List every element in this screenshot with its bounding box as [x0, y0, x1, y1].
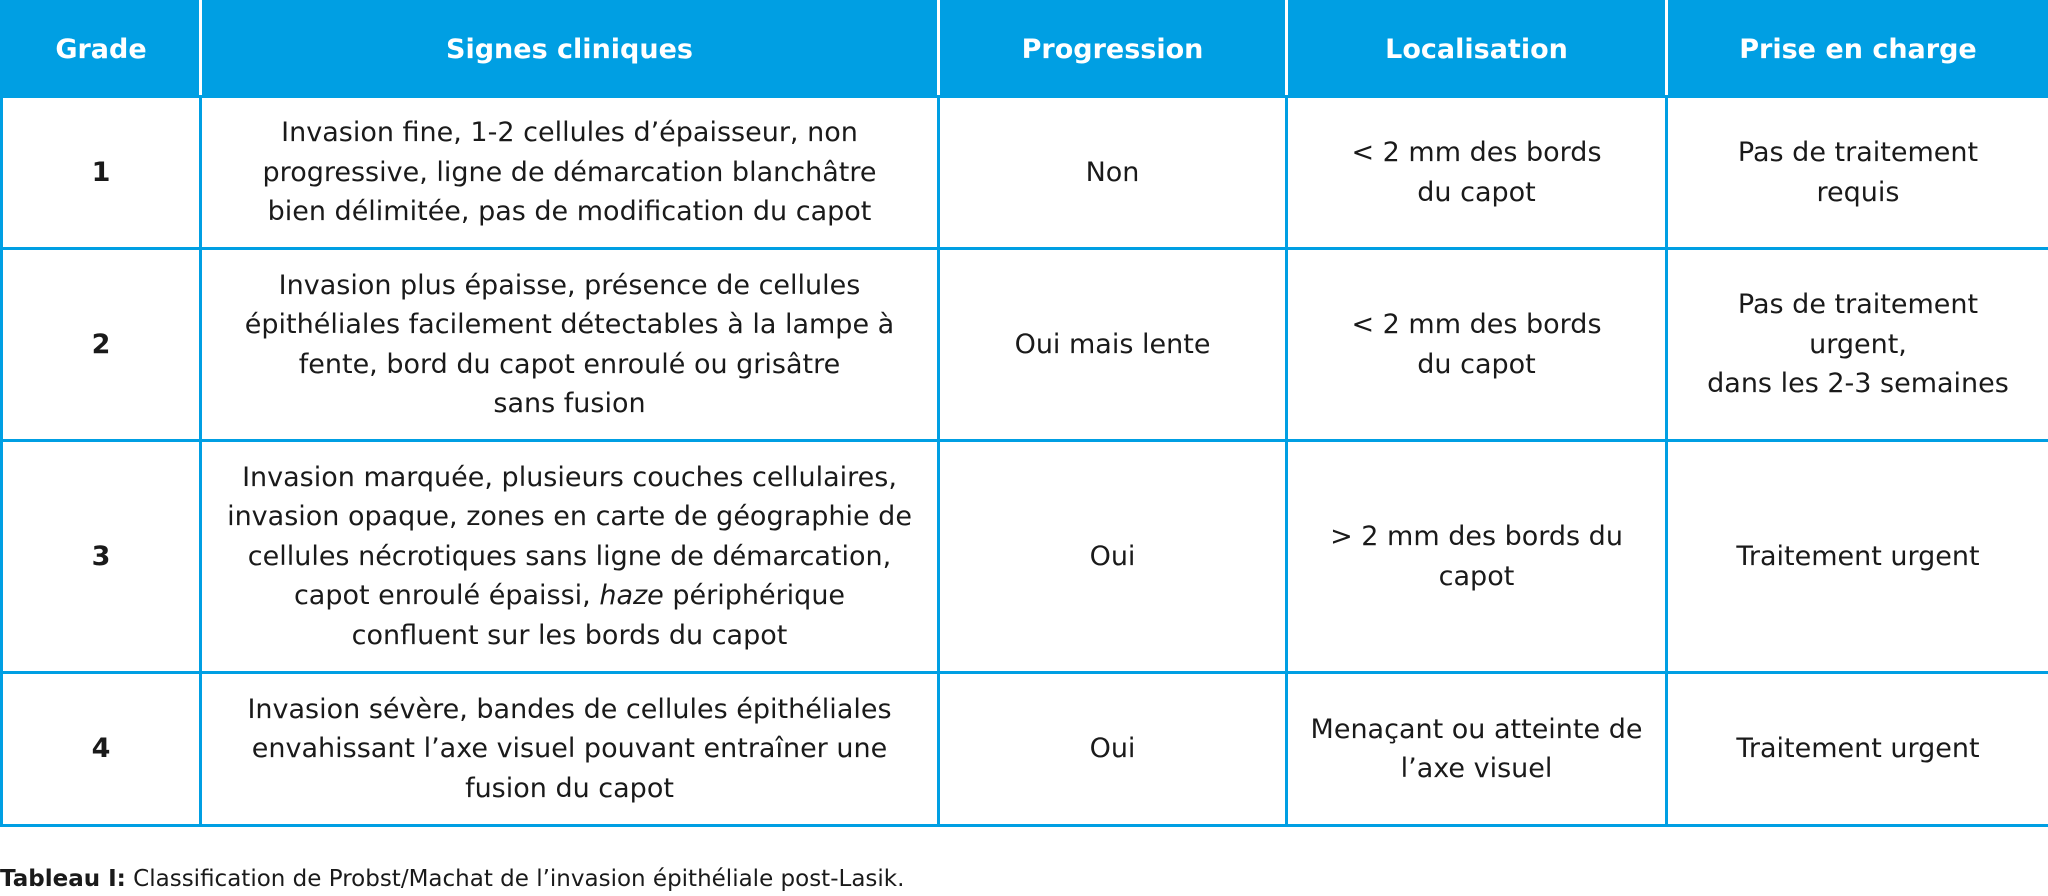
header-row — [2, 2, 2048, 97]
table-row — [2, 249, 2048, 441]
progression-cell: Non — [939, 97, 1287, 249]
table-caption — [0, 864, 904, 894]
header-clinical-signs: Signes cliniques — [201, 2, 939, 97]
clinical-signs-italic-term: haze — [599, 580, 664, 612]
clinical-signs-cell: Invasion plus épaisse, présence de cellules épithéliales facilement détectables à la lampe à fente, bord du capot enroulé ou grisâtre sans fusion — [201, 249, 939, 441]
caption-label: Tableau I: — [0, 866, 126, 892]
caption-text: Classification de Probst/Machat de l’invasion épithéliale post-Lasik. — [125, 866, 905, 892]
header-localisation: Localisation — [1287, 2, 1667, 97]
localisation-cell: Menaçant ou atteinte de l’axe visuel — [1287, 673, 1667, 826]
grade-cell: 3 — [2, 441, 201, 673]
header-grade: Grade — [2, 2, 201, 97]
management-cell: Traitement urgent — [1667, 673, 2048, 826]
grade-cell: 4 — [2, 673, 201, 826]
table-row — [2, 97, 2048, 249]
table-row — [2, 441, 2048, 673]
progression-cell: Oui — [939, 441, 1287, 673]
progression-cell: Oui — [939, 673, 1287, 826]
progression-cell: Oui mais lente — [939, 249, 1287, 441]
localisation-cell: < 2 mm des bords du capot — [1287, 249, 1667, 441]
localisation-cell: > 2 mm des bords du capot — [1287, 441, 1667, 673]
grade-cell: 2 — [2, 249, 201, 441]
clinical-signs-text-end: périphérique confluent sur les bords du capot — [351, 580, 846, 651]
grade-cell: 1 — [2, 97, 201, 249]
clinical-signs-cell: Invasion fine, 1-2 cellules d’épaisseur, non progressive, ligne de démarcation blanchâtre bien délimitée, pas de modification du capot — [201, 97, 939, 249]
clinical-signs-cell — [201, 441, 939, 673]
management-cell: Pas de traitement urgent, dans les 2-3 semaines — [1667, 249, 2048, 441]
clinical-signs-cell: Invasion sévère, bandes de cellules épithéliales envahissant l’axe visuel pouvant entraîner une fusion du capot — [201, 673, 939, 826]
table-header — [2, 2, 2048, 97]
header-progression: Progression — [939, 2, 1287, 97]
header-management: Prise en charge — [1667, 2, 2048, 97]
localisation-cell: < 2 mm des bords du capot — [1287, 97, 1667, 249]
management-cell: Traitement urgent — [1667, 441, 2048, 673]
clinical-signs-text-start: Invasion marquée, plusieurs couches cellulaires, invasion opaque, zones en carte de géographie de cellules nécrotiques sans ligne de démarcation, capot enroulé épaissi, — [227, 461, 912, 612]
management-cell: Pas de traitement requis — [1667, 97, 2048, 249]
table-row — [2, 673, 2048, 826]
table-body — [2, 97, 2048, 826]
